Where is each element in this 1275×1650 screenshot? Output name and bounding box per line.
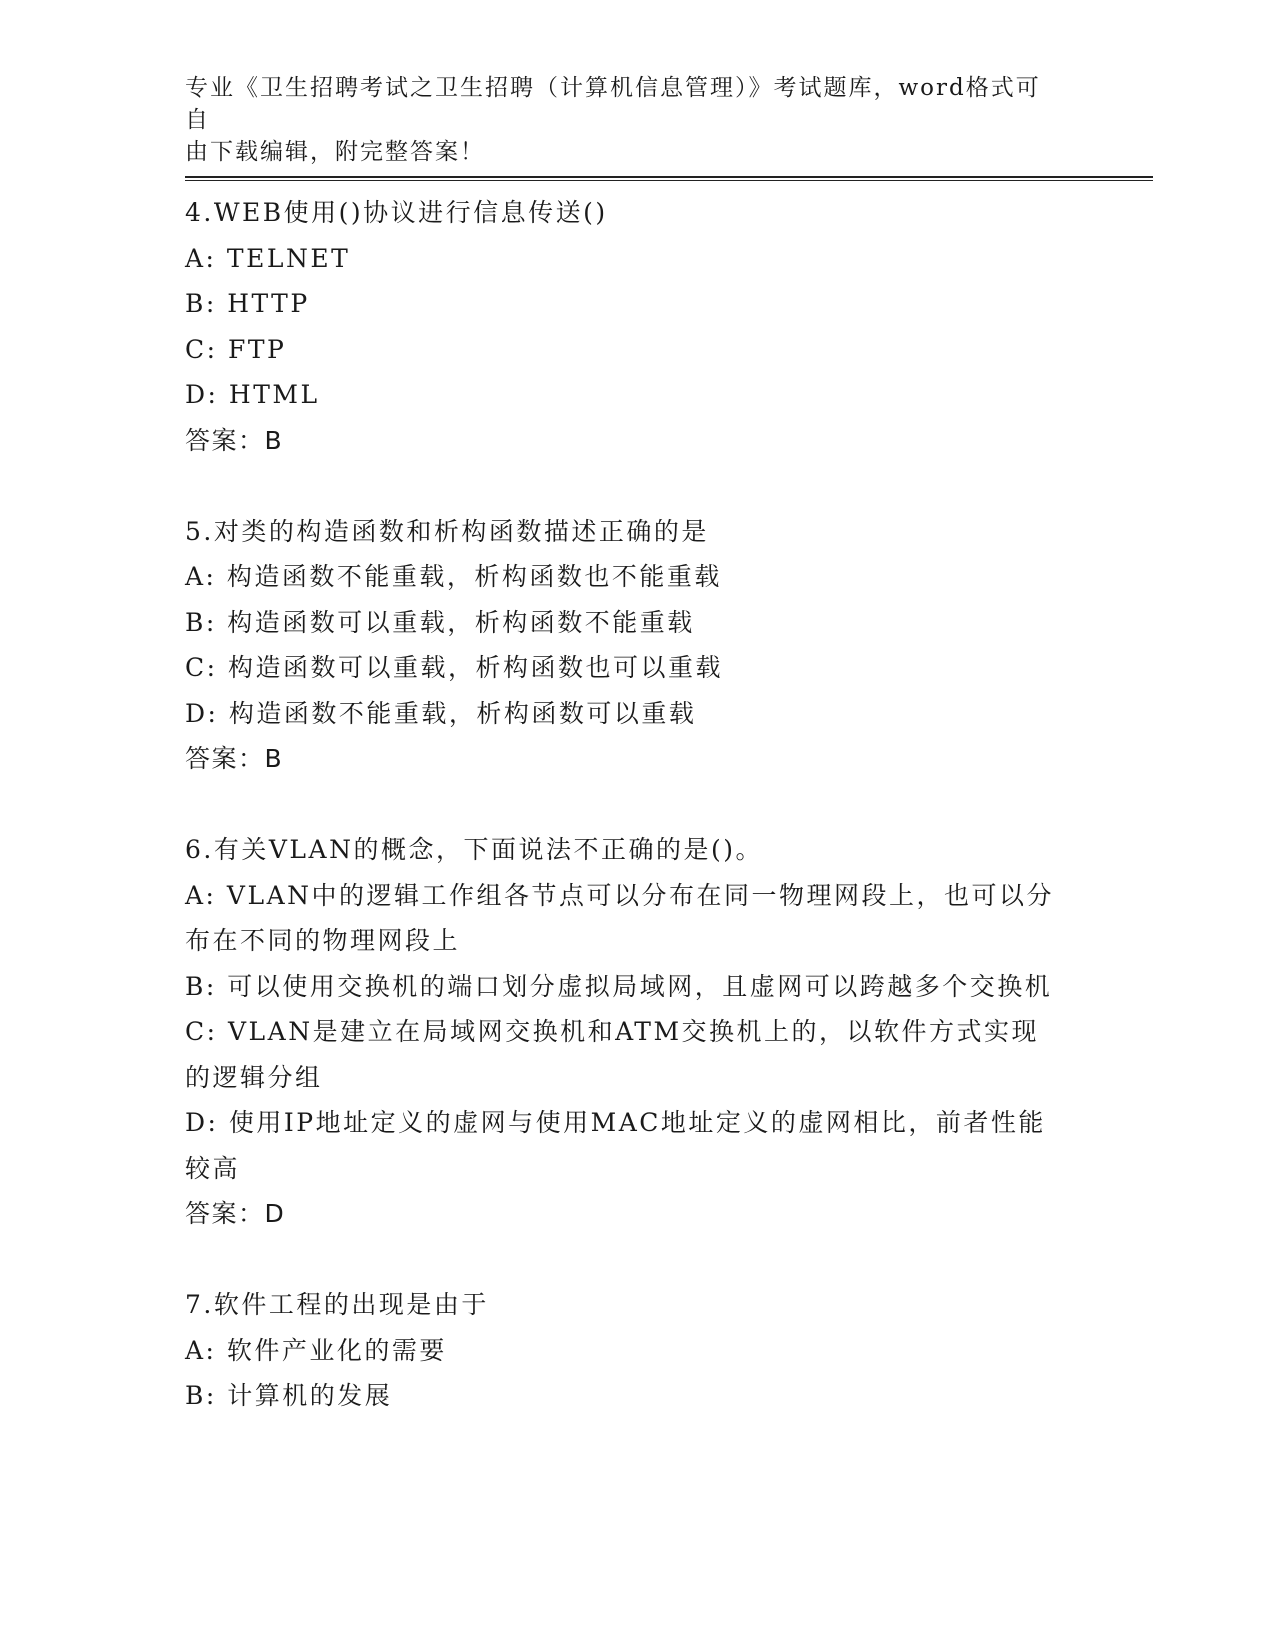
spacer bbox=[185, 463, 1085, 509]
question-stem: 4.WEB使用()协议进行信息传送() bbox=[185, 198, 608, 227]
document-header bbox=[185, 72, 1065, 168]
header-divider bbox=[185, 176, 1153, 181]
option-a: A: 构造函数不能重载，析构函数也不能重载 bbox=[185, 562, 722, 591]
option-a: A: 软件产业化的需要 bbox=[185, 1335, 447, 1365]
question-4 bbox=[185, 190, 1085, 463]
answer-line: 答案：B bbox=[185, 425, 284, 455]
answer-line: 答案：D bbox=[185, 1199, 286, 1228]
option-b: B: HTTP bbox=[185, 289, 310, 318]
answer-line: 答案：B bbox=[185, 744, 284, 773]
question-list bbox=[185, 190, 1085, 1419]
option-d: D: 构造函数不能重载，析构函数可以重载 bbox=[185, 698, 697, 728]
header-line-1: 专业《卫生招聘考试之卫生招聘（计算机信息管理）》考试题库，word格式可自 bbox=[185, 75, 1041, 133]
option-a: A: VLAN中的逻辑工作组各节点可以分布在同一物理网段上，也可以分布在不同的物理网段上 bbox=[185, 880, 1055, 955]
spacer bbox=[185, 1237, 1085, 1283]
question-stem: 7.软件工程的出现是由于 bbox=[185, 1290, 489, 1319]
question-stem: 5.对类的构造函数和析构函数描述正确的是 bbox=[185, 516, 709, 546]
option-b: B: 构造函数可以重载，析构函数不能重载 bbox=[185, 607, 695, 637]
option-b: B: 可以使用交换机的端口划分虚拟局域网，且虚网可以跨越多个交换机 bbox=[185, 971, 1053, 1001]
option-c: C: FTP bbox=[185, 334, 287, 364]
option-b: B: 计算机的发展 bbox=[185, 1381, 393, 1410]
option-d: D: 使用IP地址定义的虚网与使用MAC地址定义的虚网相比，前者性能较高 bbox=[185, 1108, 1046, 1183]
option-d: D: HTML bbox=[185, 380, 320, 409]
question-stem: 6.有关VLAN的概念，下面说法不正确的是()。 bbox=[185, 835, 763, 864]
question-6 bbox=[185, 827, 1085, 1237]
header-line-2: 由下载编辑，附完整答案！ bbox=[185, 139, 485, 165]
question-5 bbox=[185, 509, 1085, 782]
question-7 bbox=[185, 1282, 1085, 1419]
spacer bbox=[185, 782, 1085, 828]
option-a: A: TELNET bbox=[185, 243, 351, 273]
option-c: C: VLAN是建立在局域网交换机和ATM交换机上的，以软件方式实现的逻辑分组 bbox=[185, 1017, 1040, 1092]
option-c: C: 构造函数可以重载，析构函数也可以重载 bbox=[185, 653, 723, 682]
